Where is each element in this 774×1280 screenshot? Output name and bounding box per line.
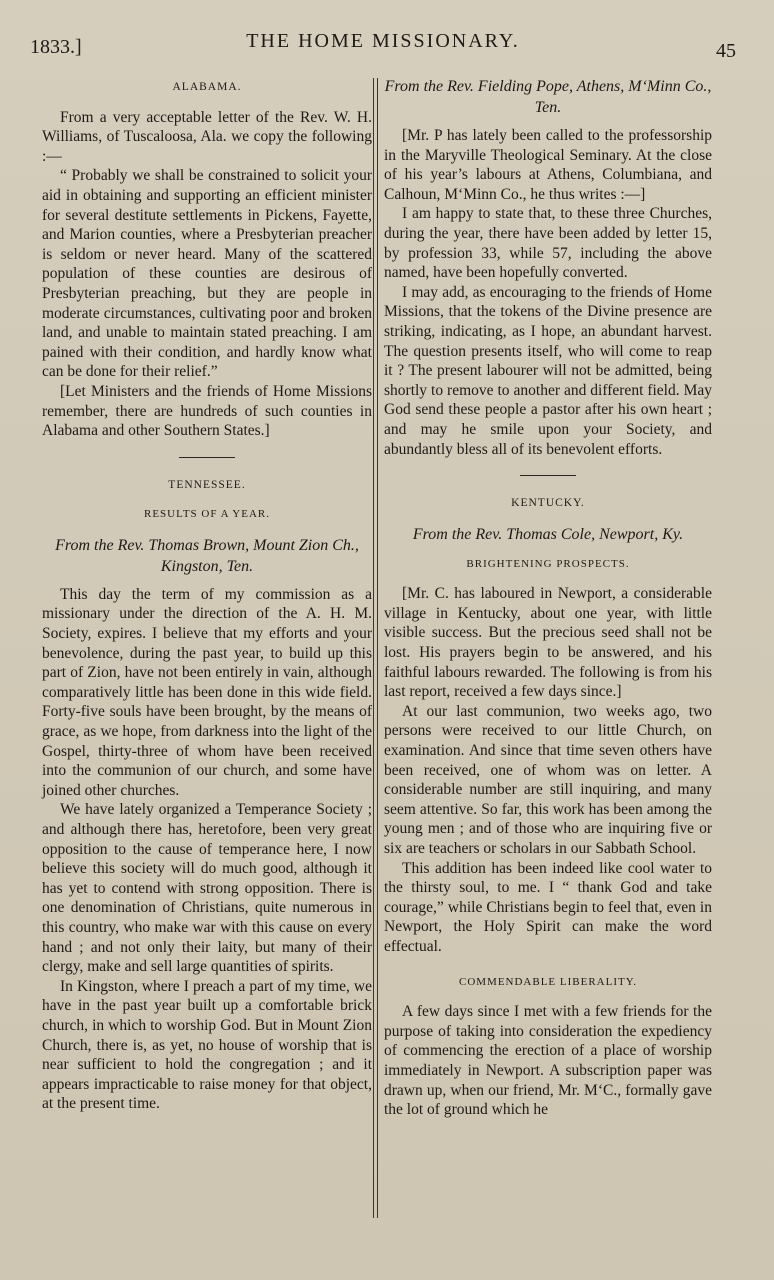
alabama-intro: From a very acceptable letter of the Rev. W. H. Williams, of Tuscaloosa, Ala. we copy the following :— xyxy=(42,108,372,165)
liberality-para: A few days since I met with a few friends for the purpose of taking into consideration the expediency of commencing the erection of a place of worship immediately in Newport. A subscription paper was drawn up, when our friend, Mr. M‘C., formally gave the lot of ground which he xyxy=(384,1003,712,1119)
pope-para-1: I am happy to state that, to these three Churches, during the year, there have been added by letter 15, by profession 33, while 57, including the above named, have been hopefully converted. xyxy=(384,205,712,282)
kentucky-para-2: This addition has been indeed like cool water to the thirsty soul, to me. I “ thank God and take courage,” while Christians begin to feel that, even in Newport, the Holy Spirit can make the word effectual. xyxy=(384,859,712,955)
column-divider-inner xyxy=(377,78,378,1218)
right-column xyxy=(384,72,712,1120)
alabama-letter: “ Probably we shall be constrained to solicit your aid in obtaining and supporting an efficient minister for several destitute settlements in Pickens, Fayette, and Marion counties, where a Presbyterian preacher is seldom or never heard. Many of the scattered population of these counties are desirous of Presbyterian preaching, but they are people in moderate circumstances, cultivating poor and broken land, and unable to maintain stated preaching. I am pained with their condition, and hardly know what can be done for their relief.” xyxy=(42,167,372,381)
kentucky-heading: KENTUCKY. xyxy=(511,497,585,510)
tennessee-para-3: In Kingston, where I preach a part of my time, we have in the past year built up a comfortable brick church, in which to worship God. But in Mount Zion Church, there is, as yet, no house of worship that is near sufficient to hold the congregation ; and it appears impracticable to raise money for that object, at the present time. xyxy=(42,977,372,1113)
liberality-subheading: COMMENDABLE LIBERALITY. xyxy=(458,975,637,988)
left-column xyxy=(42,72,372,1114)
kentucky-byline: From the Rev. Thomas Cole, Newport, Ky. xyxy=(412,525,684,543)
pope-para-2: I may add, as encouraging to the friends of Home Missions, that the tokens of the Divine presence are striking, indicating, as I hope, an abundant harvest. The question presents itself, who will come to reap it ? The present labourer will not be admitted, being shortly to remove to another and different field. May God send these people a pastor after his own heart ; and may he smile upon your Society, and abundantly bless all of its benevolent efforts. xyxy=(384,283,712,458)
tennessee-byline: From the Rev. Thomas Brown, Mount Zion Ch., Kingston, Ten. xyxy=(55,536,359,575)
section-rule xyxy=(520,475,576,476)
pope-byline: From the Rev. Fielding Pope, Athens, M‘Minn Co., Ten. xyxy=(384,78,712,116)
section-rule xyxy=(179,457,235,458)
column-divider xyxy=(373,78,374,1218)
tennessee-para-1: This day the term of my commission as a missionary under the direction of the A. H. M. Society, expires. I believe that my efforts and your benevolence, during the past year, to build up this part of Zion, have not been entirely in vain, although comparatively little has been done in this wide field. Forty-five souls have been brought, by the means of grace, as we hope, from darkness into the light of the Gospel, thirty-three of whom have been received into the communion of our church, and some have joined other churches. xyxy=(42,585,372,799)
page-number: 45 xyxy=(716,40,736,62)
tennessee-para-2: We have lately organized a Temperance Society ; and although there has, heretofore, been very great opposition to the cause of temperance here, I now believe this society will do much good, although it has yet to contend with strong opposition. There is one denomination of Christians, quite numerous in this country, who make war with this cause on every hand ; and not only their laity, but many of their clergy, make and sell large quantities of spirits. xyxy=(42,801,372,976)
pope-editor-note: [Mr. P has lately been called to the professorship in the Maryville Theological Seminary. At the close of his year’s labours at Athens, Columbiana, and Calhoun, M‘Minn Co., he thus writes :—] xyxy=(384,127,712,203)
alabama-heading: ALABAMA. xyxy=(172,81,242,93)
running-header xyxy=(30,30,736,70)
kentucky-editor-note: [Mr. C. has laboured in Newport, a considerable village in Kentucky, about one year, with little visible success. But the precious seed shall not be lost. His prayers begin to be answered, and his faithful labours rewarded. The following is from his last report, received a few days since.] xyxy=(384,585,712,701)
kentucky-para-1: At our last communion, two weeks ago, two persons were received to our little Church, on examination. And since that time seven others have been received, one of whom was on letter. A considerable number are still inquiring, and many seem attentive. So far, this work has been among the young men ; and of those who are inquiring five or six are teachers or scholars in our Sabbath School. xyxy=(384,702,712,857)
tennessee-heading: TENNESSEE. xyxy=(168,478,246,491)
header-title: THE HOME MISSIONARY. xyxy=(246,30,520,52)
tennessee-subheading: RESULTS OF A YEAR. xyxy=(144,508,270,521)
header-date: 1833.] xyxy=(30,36,82,58)
kentucky-subheading: BRIGHTENING PROSPECTS. xyxy=(466,557,630,570)
alabama-editor-note: [Let Ministers and the friends of Home Missions remember, there are hundreds of such counties in Alabama and other Southern States.] xyxy=(42,382,372,440)
